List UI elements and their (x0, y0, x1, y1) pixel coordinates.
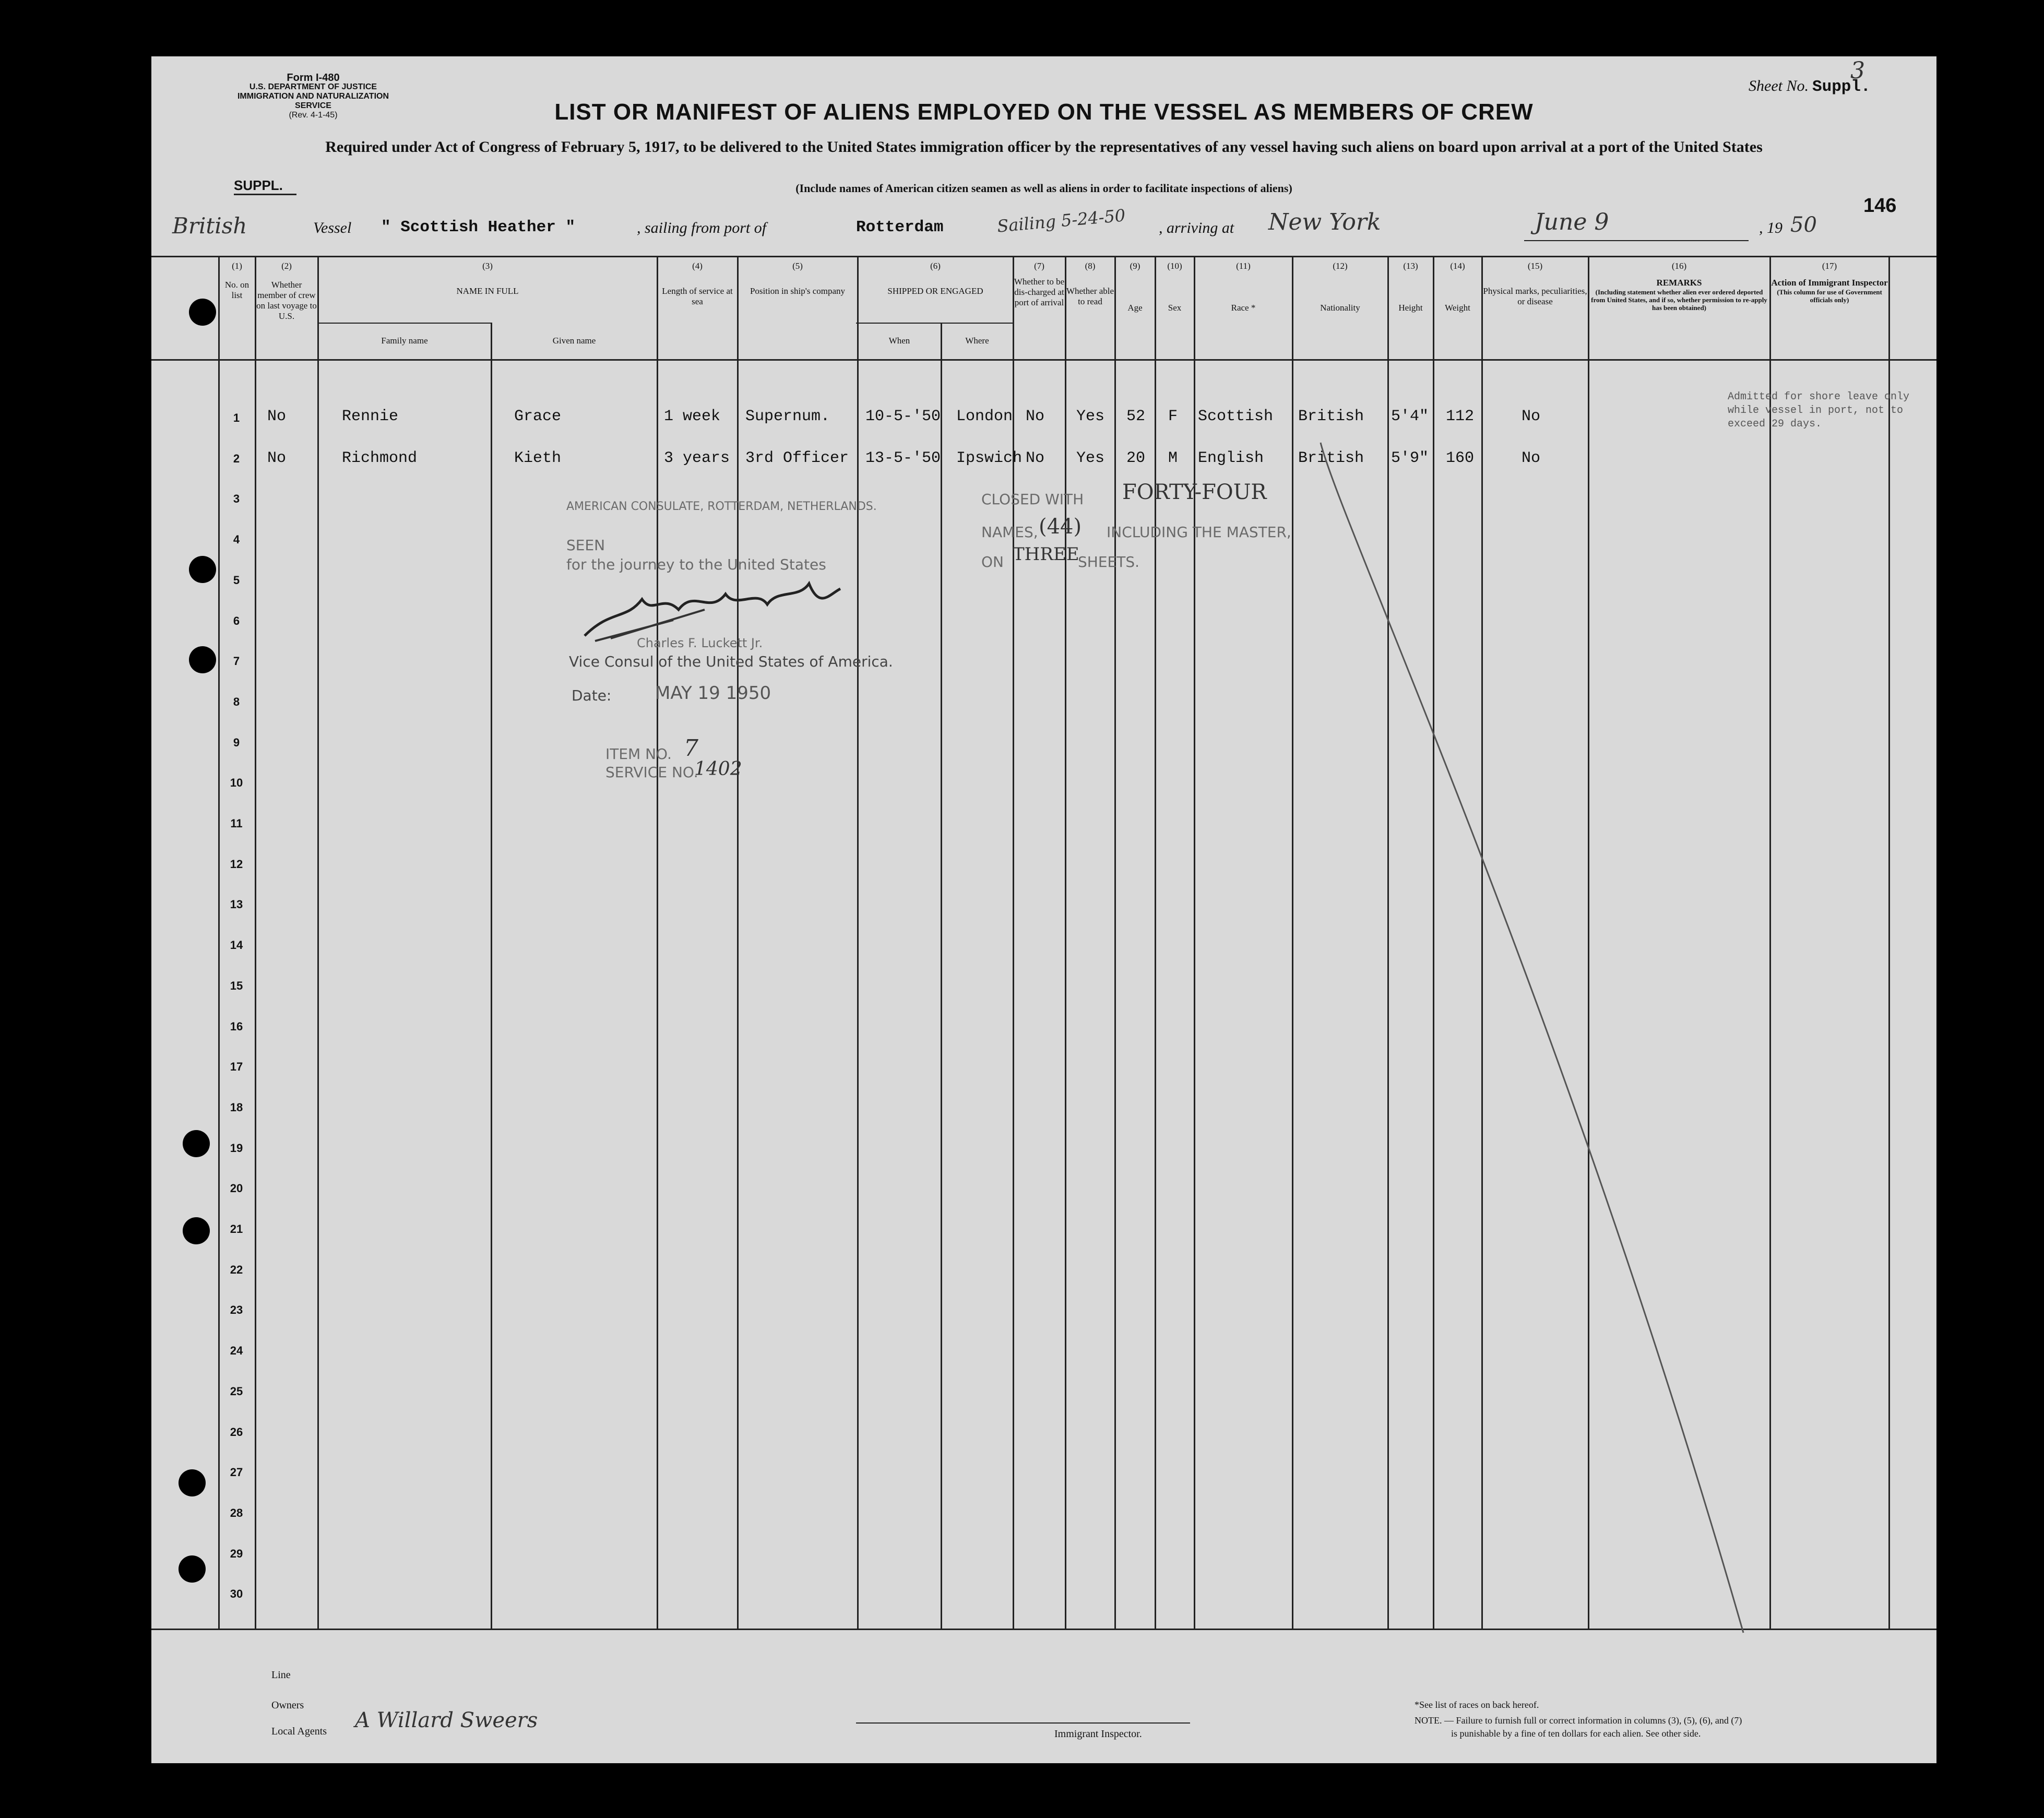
cell-discharged: No (1026, 408, 1045, 425)
name-sub-divider (318, 323, 491, 324)
including-master-label: INCLUDING THE MASTER, (1107, 524, 1291, 541)
col-line (255, 256, 256, 1629)
col-2-header: (2) Whether member of crew on last voyage to U.S. (256, 261, 317, 321)
names-label: NAMES, (981, 524, 1038, 541)
row-number: 22 (230, 1263, 243, 1276)
item-no-hand: 7 (684, 735, 698, 762)
footnote-races: *See list of races on back hereof. (1415, 1700, 1539, 1710)
col-3-header: (3) NAME IN FULL (456, 261, 519, 296)
col-line (657, 256, 658, 1629)
row-number: 3 (233, 492, 240, 506)
col-line (1769, 256, 1771, 1629)
vessel-name: " Scottish Heather " (381, 218, 576, 236)
consulate-stamp-seen: SEEN (566, 537, 605, 554)
shipped-sub-divider (856, 323, 1013, 324)
margin-hand-note: British (172, 213, 247, 239)
col-line (1155, 256, 1156, 1629)
cell-age: 52 (1126, 408, 1146, 425)
inspector-label: Immigrant Inspector. (1054, 1728, 1142, 1740)
row-number: 15 (230, 979, 243, 992)
footnote-penalty-2: is punishable by a fine of ten dollars for each alien. See other side. (1451, 1728, 1701, 1739)
form-number: Form I-480 (287, 72, 340, 84)
service-name: IMMIGRATION AND NATURALIZATION SERVICE (237, 92, 389, 110)
col-line (317, 256, 319, 1629)
cell-race: English (1198, 449, 1264, 467)
punch-hole (189, 556, 216, 583)
service-no-label: SERVICE NO. (605, 764, 698, 781)
col-line (1292, 256, 1293, 1629)
footnote-penalty-1: NOTE. — Failure to furnish full or correct information in columns (3), (5), (6), and (7) (1415, 1715, 1742, 1726)
page-title: LIST OR MANIFEST OF ALIENS EMPLOYED ON THE VESSEL AS MEMBERS OF CREW (554, 99, 1534, 125)
sheet-no-label: Sheet No. (1749, 77, 1809, 94)
col-15-header: (15) Physical marks, peculiarities, or disease (1483, 261, 1587, 306)
col-6-header: (6) SHIPPED OR ENGAGED (887, 261, 983, 296)
row-number: 5 (233, 573, 240, 587)
closed-with-label: CLOSED WITH (981, 491, 1084, 508)
suppl-label: SUPPL. (234, 177, 296, 195)
row-number: 10 (230, 776, 243, 790)
col-3-given-header: Given name (552, 336, 596, 346)
line-label: Line (271, 1669, 291, 1681)
col-line (857, 256, 859, 1629)
cell-when: 10-5-'50 (865, 408, 941, 425)
date-underline (1524, 240, 1749, 241)
department: U.S. DEPARTMENT OF JUSTICE (249, 82, 377, 91)
row-number: 1 (233, 411, 240, 424)
table-top-border (151, 256, 1936, 257)
owners-label: Owners (271, 1700, 304, 1711)
col-line (491, 323, 492, 1629)
cell-height: 5'9" (1391, 449, 1429, 467)
sheet-no-value: Suppl. (1812, 78, 1871, 96)
sailing-label: , sailing from port of (637, 219, 767, 236)
col-line (1114, 256, 1116, 1629)
row-number: 17 (230, 1060, 243, 1074)
arriving-label: , arriving at (1159, 219, 1234, 236)
arrival-date-hand: June 9 (1535, 209, 1609, 235)
on-label: ON (981, 553, 1004, 571)
closed-count-words: FORTY-FOUR (1122, 480, 1267, 504)
col-3-family-header: Family name (381, 336, 428, 346)
col-10-header: (10) Sex (1167, 261, 1182, 313)
punch-hole (179, 1555, 206, 1583)
cell-read: Yes (1076, 408, 1105, 425)
agents-hand: A Willard Sweers (355, 1708, 538, 1732)
row-number: 20 (230, 1182, 243, 1195)
row-number: 24 (230, 1344, 243, 1358)
page-number: 146 (1863, 195, 1897, 217)
cell-race: Scottish (1198, 408, 1274, 425)
punch-hole (189, 299, 216, 326)
closed-count-digits: (44) (1039, 515, 1082, 539)
item-no-label: ITEM NO. (605, 745, 672, 763)
cell-sex: M (1168, 449, 1178, 467)
col-12-header: (12) Nationality (1320, 261, 1360, 313)
row-number: 2 (233, 451, 240, 465)
col-17-header: (17) Action of Immigrant Inspector (This column for use of Government officials only) (1771, 261, 1888, 304)
row-number: 16 (230, 1019, 243, 1033)
col-8-header: (8) Whether able to read (1066, 261, 1114, 306)
row-number: 8 (233, 695, 240, 708)
cell-length: 1 week (664, 408, 721, 425)
cell-read: Yes (1076, 449, 1105, 467)
admitted-note: Admitted for shore leave only while vessel in port, not to exceed 29 days. (1728, 391, 1910, 430)
row-number: 19 (230, 1141, 243, 1155)
col-line (737, 256, 739, 1629)
cell-family: Rennie (342, 408, 399, 425)
cell-weight: 160 (1446, 449, 1475, 467)
col-13-header: (13) Height (1398, 261, 1423, 313)
consul-title: Vice Consul of the United States of America. (569, 653, 893, 670)
include-note: (Include names of American citizen seamen as well as aliens in order to facilitate inspections of aliens) (795, 182, 1292, 195)
col-4-header: (4) Length of service at sea (662, 261, 733, 306)
cell-given: Kieth (514, 449, 562, 467)
cell-weight: 112 (1446, 408, 1475, 425)
punch-hole (183, 1130, 210, 1157)
cell-member: No (267, 449, 287, 467)
sheet-no-hand: 3 (1850, 57, 1865, 84)
row-number: 9 (233, 735, 240, 749)
consul-name: Charles F. Luckett Jr. (637, 636, 763, 650)
row-number: 23 (230, 1303, 243, 1317)
row-number: 6 (233, 614, 240, 627)
row-number: 12 (230, 857, 243, 871)
col-9-header: (9) Age (1127, 261, 1143, 313)
col-line (218, 256, 220, 1629)
form-revision: (Rev. 4-1-45) (289, 111, 338, 120)
header-bottom-border (151, 359, 1936, 361)
cell-nationality: British (1298, 408, 1364, 425)
cell-position: 3rd Officer (745, 449, 849, 467)
row-number: 18 (230, 1100, 243, 1114)
pencil-mark-line (1300, 422, 1769, 1648)
col-14-header: (14) Weight (1445, 261, 1470, 313)
row-number: 27 (230, 1466, 243, 1479)
col-line (941, 323, 942, 1629)
row-number: 14 (230, 938, 243, 952)
row-number: 25 (230, 1384, 243, 1398)
row-number: 7 (233, 655, 240, 668)
sheets-count: THREE (1013, 544, 1079, 565)
col-line (1065, 256, 1066, 1629)
vessel-line (313, 219, 351, 237)
agents-label: Local Agents (271, 1726, 327, 1737)
year-hand: 50 (1790, 213, 1817, 237)
cell-when: 13-5-'50 (865, 449, 941, 467)
cell-position: Supernum. (745, 408, 830, 425)
arriving-port-hand: New York (1268, 209, 1381, 235)
col-5-header: (5) Position in ship's company (750, 261, 846, 296)
cell-marks: No (1522, 408, 1541, 425)
vessel-label: Vessel (313, 219, 352, 236)
consulate-stamp-line1: AMERICAN CONSULATE, ROTTERDAM, NETHERLANDS. (566, 500, 877, 513)
col-11-header: (11) Race * (1231, 261, 1256, 313)
page-subtitle: Required under Act of Congress of February 5, 1917, to be delivered to the United States immigration officer by the representatives of any vessel having such aliens on board upon arrival at a port of the United States (325, 138, 1763, 156)
cell-given: Grace (514, 408, 562, 425)
sailing-hand-note: Sailing 5-24-50 (996, 205, 1126, 236)
col-6-where-header: Where (965, 336, 989, 346)
cell-family: Richmond (342, 449, 418, 467)
col-1-header: (1) No. on list (224, 261, 249, 300)
consul-date-label: Date: (572, 687, 612, 704)
cell-length: 3 years (664, 449, 730, 467)
consulate-stamp-journey: for the journey to the United States (566, 556, 826, 573)
cell-nationality: British (1298, 449, 1364, 467)
punch-hole (179, 1469, 206, 1496)
row-number: 29 (230, 1547, 243, 1560)
manifest-sheet (151, 56, 1936, 1763)
service-no-hand: 1402 (694, 758, 742, 780)
cell-marks: No (1522, 449, 1541, 467)
punch-hole (183, 1217, 210, 1244)
port-of-sailing: Rotterdam (856, 218, 944, 236)
row-number: 4 (233, 533, 240, 546)
punch-hole (189, 646, 216, 673)
year-prefix: , 19 (1759, 219, 1782, 236)
cell-age: 20 (1126, 449, 1146, 467)
col-7-header: (7) Whether to be dis-charged at port of arrival (1014, 261, 1065, 307)
sheets-label: SHEETS. (1078, 553, 1139, 571)
row-number: 30 (230, 1587, 243, 1601)
row-number: 11 (230, 817, 243, 830)
row-number: 26 (230, 1425, 243, 1439)
inspector-signature-line (856, 1722, 1190, 1724)
cell-member: No (267, 408, 287, 425)
col-line (1194, 256, 1195, 1629)
cell-sex: F (1168, 408, 1178, 425)
consul-date: MAY 19 1950 (655, 683, 771, 704)
row-number: 21 (230, 1222, 243, 1235)
cell-where: London (956, 408, 1013, 425)
cell-discharged: No (1026, 449, 1045, 467)
row-number: 28 (230, 1506, 243, 1519)
col-6-when-header: When (888, 336, 910, 346)
cell-height: 5'4" (1391, 408, 1429, 425)
col-line (1888, 256, 1890, 1629)
col-16-header: (16) REMARKS (Including statement whether alien ever ordered deported from United States, and if so, whether permission to re-apply has been obtained) (1591, 261, 1767, 312)
cell-where: Ipswich (956, 449, 1023, 467)
row-number: 13 (230, 898, 243, 911)
